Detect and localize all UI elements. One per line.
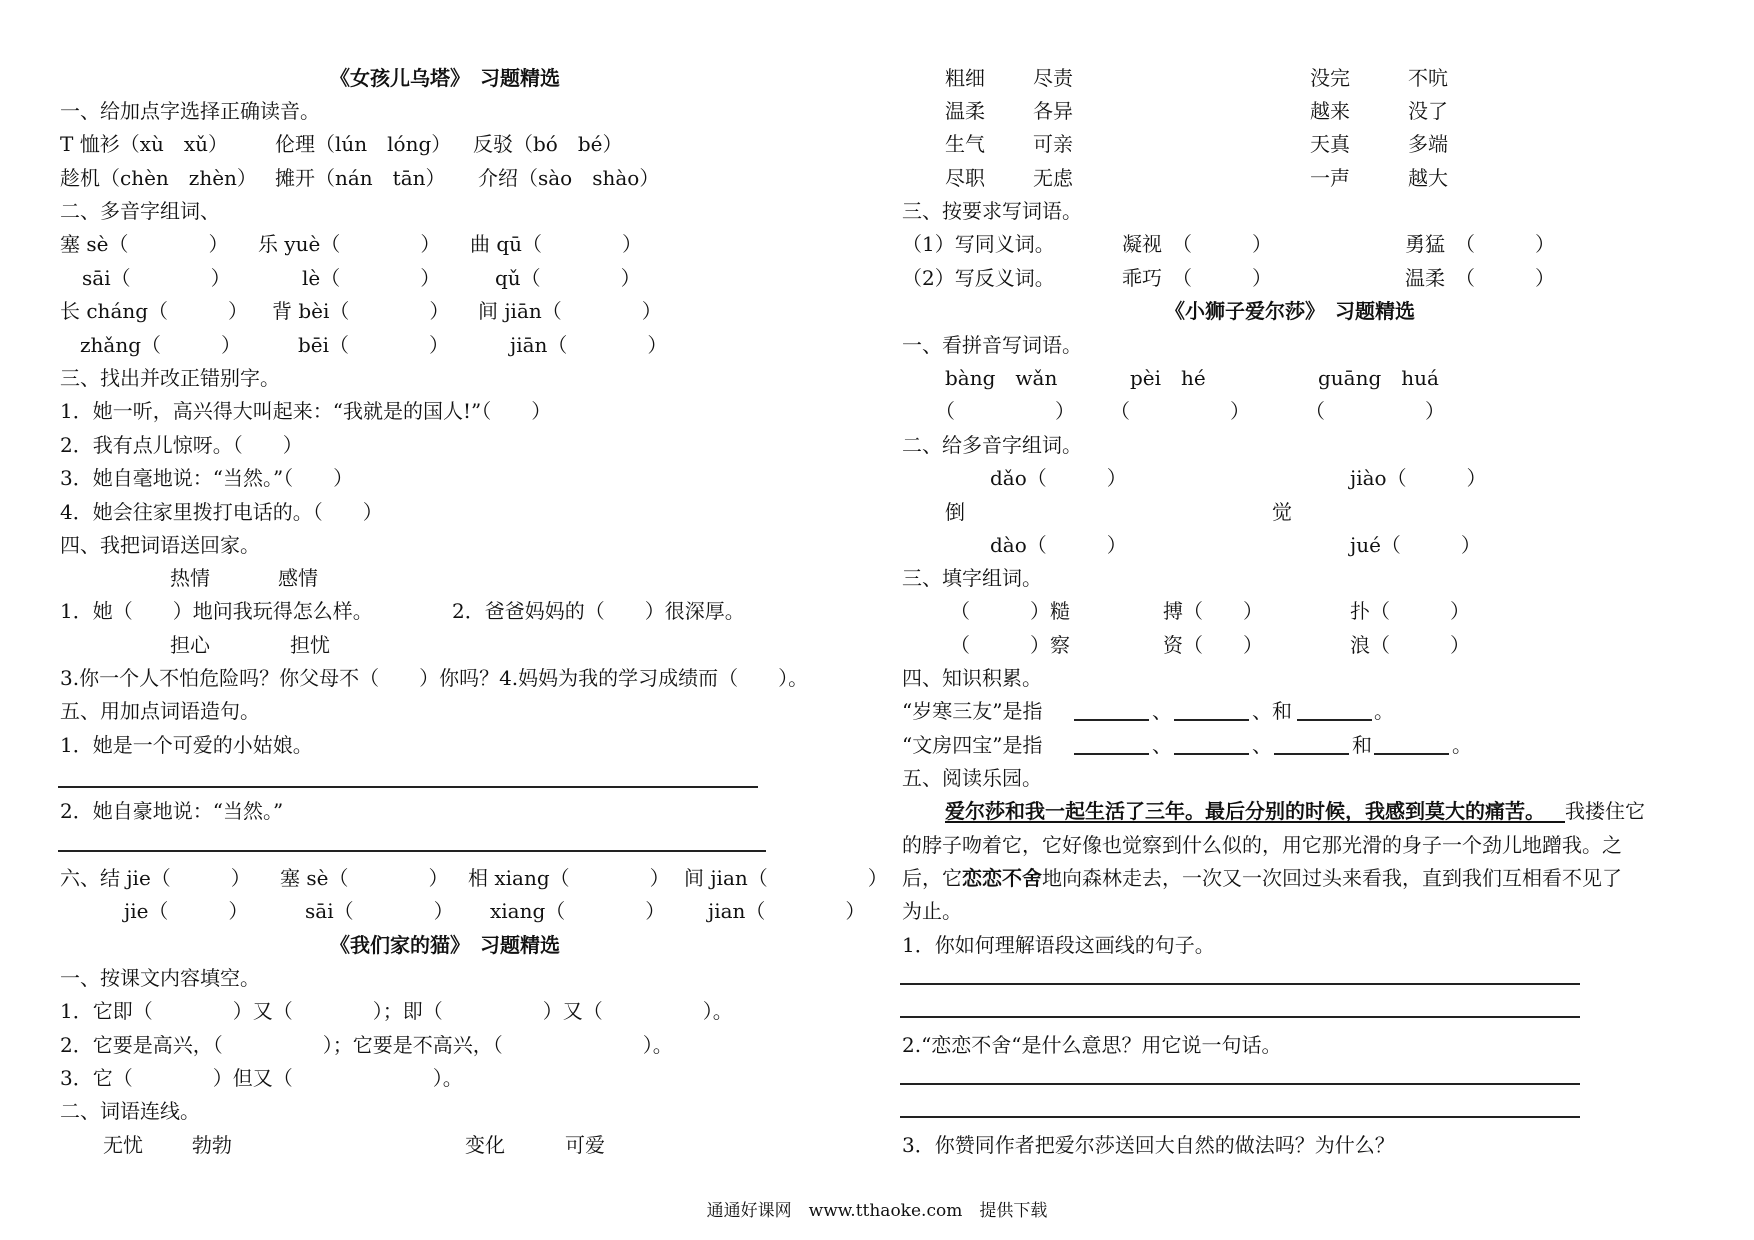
list-item: 1．她是一个可爱的小姑娘。 [60, 733, 313, 757]
polyphone-blank: jiào（ ） [1350, 466, 1487, 490]
question-heading: 三、填字组词。 [902, 566, 1042, 590]
answer-line[interactable] [900, 1016, 1580, 1018]
underline-gap [1545, 799, 1565, 823]
answer-line[interactable] [58, 850, 766, 852]
polyphone-blank: 长 cháng（ ） [60, 299, 249, 323]
pinyin-prompt: guāng huá [1318, 366, 1439, 390]
polyphone-blank: xiang（ ） [490, 899, 666, 923]
question-heading: 五、用加点词语造句。 [60, 699, 260, 723]
pinyin-choice: 反驳（bó bé） [473, 132, 623, 156]
question-heading: 五、阅读乐园。 [902, 766, 1042, 790]
list-item: 4．她会往家里拨打电话的。（ ） [60, 500, 383, 524]
separator: 、 [1152, 733, 1172, 757]
pinyin-choice: 摊开（nán tān） [275, 166, 446, 190]
match-word[interactable]: 越大 [1408, 166, 1448, 190]
list-item: 2．我有点儿惊呀。（ ） [60, 433, 303, 457]
polyphone-blank: jie（ ） [124, 899, 249, 923]
fill-blank: 扑（ ） [1350, 599, 1470, 623]
polyphone-char: 倒 [945, 500, 965, 524]
underlined-sentence: 爱尔莎和我一起生活了三年。最后分别的时候，我感到莫大的痛苦。 [945, 799, 1545, 823]
word-option: 担心 [170, 633, 210, 657]
polyphone-blank: lè（ ） [302, 266, 441, 290]
polyphone-blank: 间 jiān（ ） [478, 299, 662, 323]
match-word[interactable]: 天真 [1310, 132, 1350, 156]
polyphone-blank: 背 bèi（ ） [272, 299, 450, 323]
answer-line[interactable] [1174, 753, 1249, 755]
section-title-wuta: 《女孩儿乌塔》 习题精选 [330, 66, 560, 90]
list-item: 1．她一听，高兴得大叫起来：“我就是的国人!”（ ） [60, 399, 552, 423]
polyphone-blank: 乐 yuè（ ） [258, 232, 441, 256]
section-title-elsa: 《小狮子爱尔莎》 习题精选 [1165, 299, 1415, 323]
word-option: 担忧 [290, 633, 330, 657]
question-heading: 三、找出并改正错别字。 [60, 366, 280, 390]
question-heading: 三、按要求写词语。 [902, 199, 1082, 223]
polyphone-blank: dào（ ） [990, 533, 1127, 557]
polyphone-blank: qǔ（ ） [495, 266, 641, 290]
fill-blank: 资（ ） [1163, 633, 1263, 657]
polyphone-blank: bēi（ ） [298, 333, 450, 357]
paragraph-text: 我搂住它 [1565, 799, 1645, 823]
match-word[interactable]: 变化 [465, 1133, 505, 1157]
polyphone-blank: 塞 sè（ ） [280, 866, 449, 890]
answer-line[interactable] [1297, 719, 1372, 721]
word-task: （1）写同义词。 [902, 232, 1055, 256]
polyphone-blank: jiān（ ） [510, 333, 668, 357]
match-word[interactable]: 生气 [945, 132, 985, 156]
knowledge-label: “岁寒三友”是指 [902, 699, 1043, 723]
reading-paragraph-line: 为止。 [902, 899, 962, 923]
polyphone-blank: zhǎng（ ） [80, 333, 242, 357]
match-word[interactable]: 没了 [1408, 99, 1448, 123]
paragraph-text: 地向森林走去，一次又一次回过头来看我，直到我们互相看不见了 [1042, 866, 1622, 890]
fill-blank: （ ）察 [950, 633, 1070, 657]
separator: 。 [1374, 699, 1394, 723]
fill-blank: 浪（ ） [1350, 633, 1470, 657]
question-heading: 一、看拼音写词语。 [902, 333, 1082, 357]
fill-sentence: 3.你一个人不怕危险吗？你父母不（ ）你吗？4.妈妈为我的学习成绩而（ ）。 [60, 666, 809, 690]
word-option: 感情 [278, 566, 318, 590]
question-heading: 二、词语连线。 [60, 1099, 200, 1123]
match-word[interactable]: 尽责 [1033, 66, 1073, 90]
list-item: 3．她自毫地说：“当然。”（ ） [60, 466, 354, 490]
pinyin-prompt: bàng wǎn [945, 366, 1058, 390]
word-task: （2）写反义词。 [902, 266, 1055, 290]
match-word[interactable]: 越来 [1310, 99, 1350, 123]
answer-line[interactable] [1074, 719, 1149, 721]
polyphone-blank: 塞 sè（ ） [60, 232, 229, 256]
reading-question: 3．你赞同作者把爱尔莎送回大自然的做法吗？为什么？ [902, 1133, 1395, 1157]
match-word[interactable]: 尽职 [945, 166, 985, 190]
polyphone-char: 觉 [1272, 500, 1292, 524]
polyphone-blank: 间 jian（ ） [684, 866, 888, 890]
polyphone-blank: sāi（ ） [305, 899, 454, 923]
question-heading: 二、多音字组词、 [60, 199, 220, 223]
question-heading: 一、按课文内容填空。 [60, 966, 260, 990]
key-phrase: 恋恋不舍 [962, 866, 1042, 890]
pinyin-choice: 伦理（lún lóng） [275, 132, 452, 156]
question-heading: 二、给多音字组词。 [902, 433, 1082, 457]
answer-box[interactable]: （ ） [1110, 399, 1250, 423]
separator: 、 [1152, 699, 1172, 723]
word-option: 热情 [170, 566, 210, 590]
separator: 、和 [1252, 699, 1292, 723]
answer-line[interactable] [1374, 753, 1449, 755]
match-word[interactable]: 无忧 [103, 1133, 143, 1157]
polyphone-blank: 相 xiang（ ） [468, 866, 670, 890]
polyphone-blank: 六、结 jie（ ） [60, 866, 251, 890]
fill-sentence: 1．她（ ）地问我玩得怎么样。 [60, 599, 373, 623]
reading-paragraph-line: 的脖子吻着它，它好像也觉察到什么似的，用它那光滑的身子一个劲儿地蹭我。之 [902, 833, 1622, 857]
reading-question: 2.“恋恋不舍“是什么意思？用它说一句话。 [902, 1033, 1282, 1057]
polyphone-blank: sāi（ ） [82, 266, 231, 290]
match-word[interactable]: 多端 [1408, 132, 1448, 156]
reading-question: 1．你如何理解语段这画线的句子。 [902, 933, 1215, 957]
fill-blank: 搏（ ） [1163, 599, 1263, 623]
fill-sentence: 2．爸爸妈妈的（ ）很深厚。 [452, 599, 745, 623]
answer-line[interactable] [900, 1083, 1580, 1085]
list-item: 1．它即（ ）又（ ）；即（ ）又（ ）。 [60, 999, 733, 1023]
polyphone-blank: jian（ ） [708, 899, 866, 923]
knowledge-label: “文房四宝”是指 [902, 733, 1043, 757]
word-task: 勇猛 （ ） [1405, 232, 1555, 256]
pinyin-choice: 趁机（chèn zhèn） [60, 166, 257, 190]
fill-blank: （ ）糙 [950, 599, 1070, 623]
match-word[interactable]: 勃勃 [192, 1133, 232, 1157]
polyphone-blank: dǎo（ ） [990, 466, 1127, 490]
pinyin-choice: 介绍（sào shào） [478, 166, 660, 190]
question-heading: 一、给加点字选择正确读音。 [60, 99, 320, 123]
separator: 和 [1352, 733, 1372, 757]
answer-line[interactable] [1174, 719, 1249, 721]
reading-paragraph-line [945, 801, 1645, 821]
answer-box[interactable]: （ ） [935, 399, 1075, 423]
match-word[interactable]: 可爱 [565, 1133, 605, 1157]
word-task: 凝视 （ ） [1122, 232, 1272, 256]
question-heading: 四、我把词语送回家。 [60, 533, 260, 557]
match-word[interactable]: 无虑 [1033, 166, 1073, 190]
answer-line[interactable] [900, 983, 1580, 985]
list-item: 3．它（ ）但又（ ）。 [60, 1066, 463, 1090]
separator: 、 [1252, 733, 1272, 757]
question-heading: 四、知识积累。 [902, 666, 1042, 690]
answer-line[interactable] [1074, 753, 1149, 755]
match-word[interactable]: 可亲 [1033, 132, 1073, 156]
answer-box[interactable]: （ ） [1305, 399, 1445, 423]
match-word[interactable]: 不吭 [1408, 66, 1448, 90]
list-item: 2．它要是高兴，（ ）；它要是不高兴，（ ）。 [60, 1033, 673, 1057]
word-task: 乖巧 （ ） [1122, 266, 1272, 290]
pinyin-choice: T 恤衫（xù xǔ） [60, 132, 229, 156]
match-word[interactable]: 粗细 [945, 66, 985, 90]
polyphone-blank: jué（ ） [1350, 533, 1481, 557]
paragraph-text: 后，它 [902, 866, 962, 890]
word-task: 温柔 （ ） [1405, 266, 1555, 290]
section-title-cat: 《我们家的猫》 习题精选 [330, 933, 560, 957]
match-word[interactable]: 各异 [1033, 99, 1073, 123]
footer-credit: 通通好课网 www.tthaoke.com 提供下载 [706, 1201, 1048, 1221]
match-word[interactable]: 温柔 [945, 99, 985, 123]
list-item: 2．她自豪地说：“当然。” [60, 799, 284, 823]
polyphone-blank: 曲 qū（ ） [470, 232, 643, 256]
separator: 。 [1452, 733, 1472, 757]
reading-paragraph-line [902, 868, 1622, 888]
answer-line[interactable] [1274, 753, 1349, 755]
answer-line[interactable] [58, 786, 758, 788]
match-word[interactable]: 没完 [1310, 66, 1350, 90]
answer-line[interactable] [900, 1116, 1580, 1118]
match-word[interactable]: 一声 [1310, 166, 1350, 190]
pinyin-prompt: pèi hé [1130, 366, 1206, 390]
